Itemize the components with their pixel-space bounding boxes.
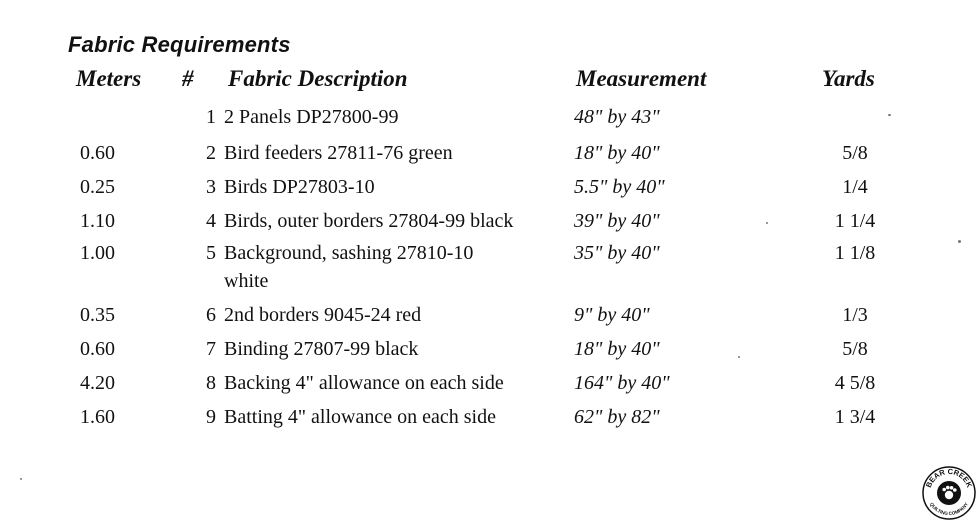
scan-speck <box>20 478 22 480</box>
logo-top-text: BEAR CREEK <box>923 466 975 489</box>
meters-cell: 1.10 <box>80 210 115 232</box>
number-cell: 9 <box>206 406 216 428</box>
description-cell: Birds DP27803-10 <box>224 176 375 198</box>
table-row <box>0 370 980 400</box>
meters-cell: 0.60 <box>80 142 115 164</box>
measurement-cell: 18" by 40" <box>574 338 660 360</box>
header-meters: Meters <box>76 66 142 91</box>
table-row <box>0 104 980 134</box>
description-cell: Batting 4" allowance on each side <box>224 406 496 428</box>
description-cell: Background, sashing 27810-10 <box>224 242 474 264</box>
meters-cell: 4.20 <box>80 372 115 394</box>
number-cell: 1 <box>206 106 216 128</box>
description-cell-continuation: white <box>224 270 269 292</box>
number-cell: 3 <box>206 176 216 198</box>
table-row <box>0 240 980 296</box>
logo-bottom-text: QUILTING COMPANY <box>928 501 970 517</box>
description-cell: Backing 4" allowance on each side <box>224 372 504 394</box>
measurement-cell: 164" by 40" <box>574 372 670 394</box>
table-row <box>0 404 980 434</box>
number-cell: 6 <box>206 304 216 326</box>
number-cell: 5 <box>206 242 216 264</box>
number-cell: 4 <box>206 210 216 232</box>
header-description: Fabric Description <box>228 66 408 91</box>
yards-cell: 4 5/8 <box>834 372 876 394</box>
description-cell: 2nd borders 9045-24 red <box>224 304 422 326</box>
yards-cell: 1 1/4 <box>834 210 876 232</box>
number-cell: 7 <box>206 338 216 360</box>
yards-cell: 5/8 <box>842 142 868 164</box>
number-cell: 2 <box>206 142 216 164</box>
measurement-cell: 18" by 40" <box>574 142 660 164</box>
table-row <box>0 208 980 238</box>
description-cell: Birds, outer borders 27804-99 black <box>224 210 514 232</box>
measurement-cell: 9" by 40" <box>574 304 650 326</box>
scan-speck <box>738 356 740 358</box>
scan-speck <box>888 114 891 116</box>
yards-cell: 5/8 <box>842 338 868 360</box>
header-measurement: Measurement <box>576 66 707 91</box>
meters-cell: 1.00 <box>80 242 115 264</box>
page-title: Fabric Requirements <box>68 32 291 57</box>
yards-cell: 1 3/4 <box>834 406 876 428</box>
yards-cell: 1/4 <box>842 176 868 198</box>
header-yards: Yards <box>822 66 875 91</box>
description-cell: 2 Panels DP27800-99 <box>224 106 399 128</box>
measurement-cell: 48" by 43" <box>574 106 660 128</box>
measurement-cell: 39" by 40" <box>574 210 660 232</box>
measurement-cell: 5.5" by 40" <box>574 176 665 198</box>
meters-cell: 0.25 <box>80 176 115 198</box>
yards-cell: 1/3 <box>842 304 868 326</box>
description-cell: Binding 27807-99 black <box>224 338 419 360</box>
table-row <box>0 174 980 204</box>
header-number: # <box>182 66 194 91</box>
number-cell: 8 <box>206 372 216 394</box>
meters-cell: 0.60 <box>80 338 115 360</box>
yards-cell: 1 1/8 <box>834 242 876 264</box>
scan-speck <box>958 240 961 243</box>
table-row <box>0 336 980 366</box>
measurement-cell: 35" by 40" <box>574 242 660 264</box>
meters-cell: 0.35 <box>80 304 115 326</box>
description-cell: Bird feeders 27811-76 green <box>224 142 453 164</box>
bear-creek-logo-icon <box>922 466 976 520</box>
measurement-cell: 62" by 82" <box>574 406 660 428</box>
table-row <box>0 140 980 170</box>
meters-cell: 1.60 <box>80 406 115 428</box>
scan-speck <box>766 222 768 224</box>
table-row <box>0 302 980 332</box>
